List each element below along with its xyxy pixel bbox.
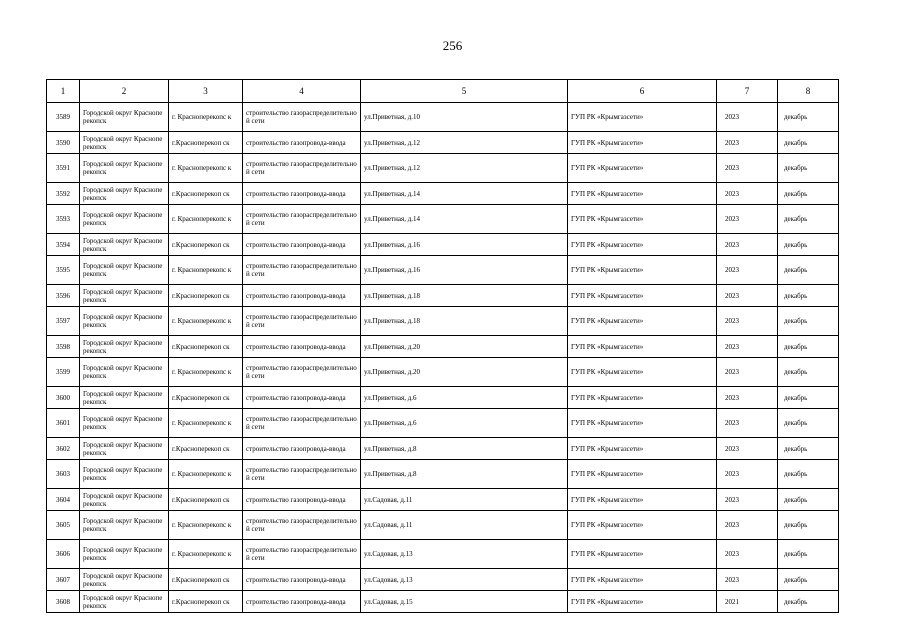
table-row (47, 569, 839, 591)
organization-cell: ГУП РК «Крымгазсети» (568, 132, 717, 154)
work-type-cell: строительство газопровода-ввода (243, 285, 361, 307)
row-number: 3597 (47, 307, 80, 336)
table-row (47, 205, 839, 234)
work-type-cell: строительство газопровода-ввода (243, 234, 361, 256)
year-cell: 2023 (717, 256, 778, 285)
month-cell: декабрь (778, 358, 839, 387)
column-header: 1 (47, 80, 80, 103)
city-cell: г. Красноперекопс к (169, 307, 243, 336)
organization-cell: ГУП РК «Крымгазсети» (568, 285, 717, 307)
city-cell: г.Красноперекоп ск (169, 569, 243, 591)
year-cell: 2023 (717, 489, 778, 511)
organization-cell: ГУП РК «Крымгазсети» (568, 234, 717, 256)
month-cell: декабрь (778, 234, 839, 256)
month-cell: декабрь (778, 307, 839, 336)
table-row (47, 307, 839, 336)
year-cell: 2023 (717, 540, 778, 569)
city-cell: г.Красноперекоп ск (169, 438, 243, 460)
month-cell: декабрь (778, 511, 839, 540)
row-number: 3598 (47, 336, 80, 358)
year-cell: 2023 (717, 409, 778, 438)
table-row (47, 103, 839, 132)
organization-cell: ГУП РК «Крымгазсети» (568, 511, 717, 540)
year-cell: 2023 (717, 183, 778, 205)
page-number: 256 (442, 38, 463, 53)
city-cell: г.Красноперекоп ск (169, 591, 243, 613)
month-cell: декабрь (778, 489, 839, 511)
work-type-cell: строительство газораспределительной сети (243, 256, 361, 285)
city-cell: г. Красноперекопс к (169, 409, 243, 438)
table-row (47, 234, 839, 256)
city-cell: г. Красноперекопс к (169, 154, 243, 183)
organization-cell: ГУП РК «Крымгазсети» (568, 256, 717, 285)
work-type-cell: строительство газораспределительной сети (243, 154, 361, 183)
address-cell: ул.Приветная, д.14 (361, 183, 568, 205)
address-cell: ул.Приветная, д.14 (361, 205, 568, 234)
month-cell: декабрь (778, 103, 839, 132)
district-cell: Городской округ Красноперекопск (80, 234, 169, 256)
district-cell: Городской округ Красноперекопск (80, 387, 169, 409)
table-row (47, 409, 839, 438)
district-cell: Городской округ Красноперекопск (80, 569, 169, 591)
year-cell: 2023 (717, 336, 778, 358)
organization-cell: ГУП РК «Крымгазсети» (568, 358, 717, 387)
district-cell: Городской округ Красноперекопск (80, 103, 169, 132)
work-type-cell: строительство газораспределительной сети (243, 409, 361, 438)
city-cell: г.Красноперекоп ск (169, 489, 243, 511)
work-type-cell: строительство газопровода-ввода (243, 438, 361, 460)
table-row (47, 438, 839, 460)
address-cell: ул.Приветная, д.20 (361, 336, 568, 358)
address-cell: ул.Приветная, д.16 (361, 234, 568, 256)
organization-cell: ГУП РК «Крымгазсети» (568, 154, 717, 183)
month-cell: декабрь (778, 540, 839, 569)
address-cell: ул.Садовая, д.13 (361, 569, 568, 591)
address-cell: ул.Садовая, д.11 (361, 511, 568, 540)
city-cell: г.Красноперекоп ск (169, 336, 243, 358)
month-cell: декабрь (778, 591, 839, 613)
table-row (47, 591, 839, 613)
month-cell: декабрь (778, 409, 839, 438)
work-type-cell: строительство газораспределительной сети (243, 511, 361, 540)
table-row (47, 540, 839, 569)
address-cell: ул.Приветная, д.12 (361, 132, 568, 154)
year-cell: 2021 (717, 591, 778, 613)
month-cell: декабрь (778, 285, 839, 307)
district-cell: Городской округ Красноперекопск (80, 132, 169, 154)
column-header: 3 (169, 80, 243, 103)
organization-cell: ГУП РК «Крымгазсети» (568, 489, 717, 511)
row-number: 3605 (47, 511, 80, 540)
address-cell: ул.Приветная, д.6 (361, 387, 568, 409)
work-type-cell: строительство газопровода-ввода (243, 132, 361, 154)
row-number: 3594 (47, 234, 80, 256)
city-cell: г.Красноперекоп ск (169, 387, 243, 409)
organization-cell: ГУП РК «Крымгазсети» (568, 540, 717, 569)
year-cell: 2023 (717, 234, 778, 256)
district-cell: Городской округ Красноперекопск (80, 540, 169, 569)
address-cell: ул.Приветная, д.10 (361, 103, 568, 132)
city-cell: г.Красноперекоп ск (169, 132, 243, 154)
table-row (47, 256, 839, 285)
table-row (47, 358, 839, 387)
column-header: 2 (80, 80, 169, 103)
row-number: 3591 (47, 154, 80, 183)
city-cell: г.Красноперекоп ск (169, 285, 243, 307)
month-cell: декабрь (778, 387, 839, 409)
work-type-cell: строительство газораспределительной сети (243, 103, 361, 132)
organization-cell: ГУП РК «Крымгазсети» (568, 438, 717, 460)
organization-cell: ГУП РК «Крымгазсети» (568, 205, 717, 234)
address-cell: ул.Приветная, д.16 (361, 256, 568, 285)
work-type-cell: строительство газораспределительной сети (243, 358, 361, 387)
row-number: 3604 (47, 489, 80, 511)
column-header: 6 (568, 80, 717, 103)
district-cell: Городской округ Красноперекопск (80, 591, 169, 613)
header-row (47, 80, 839, 103)
year-cell: 2023 (717, 103, 778, 132)
city-cell: г. Красноперекопс к (169, 511, 243, 540)
column-header: 5 (361, 80, 568, 103)
row-number: 3603 (47, 460, 80, 489)
year-cell: 2023 (717, 307, 778, 336)
city-cell: г. Красноперекопс к (169, 358, 243, 387)
year-cell: 2023 (717, 387, 778, 409)
year-cell: 2023 (717, 285, 778, 307)
table-row (47, 132, 839, 154)
year-cell: 2023 (717, 358, 778, 387)
city-cell: г.Красноперекоп ск (169, 234, 243, 256)
month-cell: декабрь (778, 460, 839, 489)
row-number: 3592 (47, 183, 80, 205)
table-row (47, 183, 839, 205)
row-number: 3607 (47, 569, 80, 591)
organization-cell: ГУП РК «Крымгазсети» (568, 569, 717, 591)
city-cell: г.Красноперекоп ск (169, 183, 243, 205)
year-cell: 2023 (717, 438, 778, 460)
work-type-cell: строительство газопровода-ввода (243, 183, 361, 205)
month-cell: декабрь (778, 154, 839, 183)
row-number: 3601 (47, 409, 80, 438)
address-cell: ул.Приветная, д.20 (361, 358, 568, 387)
district-cell: Городской округ Красноперекопск (80, 256, 169, 285)
year-cell: 2023 (717, 154, 778, 183)
year-cell: 2023 (717, 460, 778, 489)
table-row (47, 387, 839, 409)
district-cell: Городской округ Красноперекопск (80, 409, 169, 438)
row-number: 3589 (47, 103, 80, 132)
organization-cell: ГУП РК «Крымгазсети» (568, 183, 717, 205)
table-row (47, 285, 839, 307)
row-number: 3599 (47, 358, 80, 387)
district-cell: Городской округ Красноперекопск (80, 460, 169, 489)
work-type-cell: строительство газораспределительной сети (243, 205, 361, 234)
city-cell: г. Красноперекопс к (169, 256, 243, 285)
row-number: 3600 (47, 387, 80, 409)
work-type-cell: строительство газопровода-ввода (243, 336, 361, 358)
year-cell: 2023 (717, 132, 778, 154)
table-row (47, 511, 839, 540)
column-header: 8 (778, 80, 839, 103)
address-cell: ул.Приветная, д.6 (361, 409, 568, 438)
work-type-cell: строительство газопровода-ввода (243, 489, 361, 511)
work-type-cell: строительство газопровода-ввода (243, 591, 361, 613)
district-cell: Городской округ Красноперекопск (80, 307, 169, 336)
district-cell: Городской округ Красноперекопск (80, 154, 169, 183)
year-cell: 2023 (717, 205, 778, 234)
district-cell: Городской округ Красноперекопск (80, 511, 169, 540)
month-cell: декабрь (778, 569, 839, 591)
table-row (47, 489, 839, 511)
organization-cell: ГУП РК «Крымгазсети» (568, 409, 717, 438)
city-cell: г. Красноперекопс к (169, 460, 243, 489)
district-cell: Городской округ Красноперекопск (80, 438, 169, 460)
district-cell: Городской округ Красноперекопск (80, 358, 169, 387)
address-cell: ул.Садовая, д.11 (361, 489, 568, 511)
address-cell: ул.Садовая, д.15 (361, 591, 568, 613)
organization-cell: ГУП РК «Крымгазсети» (568, 460, 717, 489)
row-number: 3595 (47, 256, 80, 285)
work-type-cell: строительство газораспределительной сети (243, 307, 361, 336)
district-cell: Городской округ Красноперекопск (80, 183, 169, 205)
address-cell: ул.Приветная, д.18 (361, 285, 568, 307)
organization-cell: ГУП РК «Крымгазсети» (568, 103, 717, 132)
row-number: 3590 (47, 132, 80, 154)
month-cell: декабрь (778, 256, 839, 285)
month-cell: декабрь (778, 183, 839, 205)
year-cell: 2023 (717, 511, 778, 540)
address-cell: ул.Садовая, д.13 (361, 540, 568, 569)
column-header: 7 (717, 80, 778, 103)
table-row (47, 336, 839, 358)
table-row (47, 154, 839, 183)
organization-cell: ГУП РК «Крымгазсети» (568, 387, 717, 409)
month-cell: декабрь (778, 336, 839, 358)
row-number: 3602 (47, 438, 80, 460)
district-cell: Городской округ Красноперекопск (80, 205, 169, 234)
city-cell: г. Красноперекопс к (169, 103, 243, 132)
table-row (47, 460, 839, 489)
register-table (46, 79, 839, 613)
work-type-cell: строительство газопровода-ввода (243, 569, 361, 591)
row-number: 3593 (47, 205, 80, 234)
organization-cell: ГУП РК «Крымгазсети» (568, 307, 717, 336)
row-number: 3606 (47, 540, 80, 569)
month-cell: декабрь (778, 132, 839, 154)
organization-cell: ГУП РК «Крымгазсети» (568, 336, 717, 358)
address-cell: ул.Приветная, д.18 (361, 307, 568, 336)
district-cell: Городской округ Красноперекопск (80, 489, 169, 511)
address-cell: ул.Приветная, д.8 (361, 438, 568, 460)
address-cell: ул.Приветная, д.8 (361, 460, 568, 489)
row-number: 3596 (47, 285, 80, 307)
month-cell: декабрь (778, 205, 839, 234)
organization-cell: ГУП РК «Крымгазсети» (568, 591, 717, 613)
address-cell: ул.Приветная, д.12 (361, 154, 568, 183)
column-header: 4 (243, 80, 361, 103)
year-cell: 2023 (717, 569, 778, 591)
district-cell: Городской округ Красноперекопск (80, 336, 169, 358)
work-type-cell: строительство газораспределительной сети (243, 460, 361, 489)
city-cell: г. Красноперекопс к (169, 205, 243, 234)
work-type-cell: строительство газопровода-ввода (243, 387, 361, 409)
row-number: 3608 (47, 591, 80, 613)
month-cell: декабрь (778, 438, 839, 460)
district-cell: Городской округ Красноперекопск (80, 285, 169, 307)
city-cell: г. Красноперекопс к (169, 540, 243, 569)
work-type-cell: строительство газораспределительной сети (243, 540, 361, 569)
